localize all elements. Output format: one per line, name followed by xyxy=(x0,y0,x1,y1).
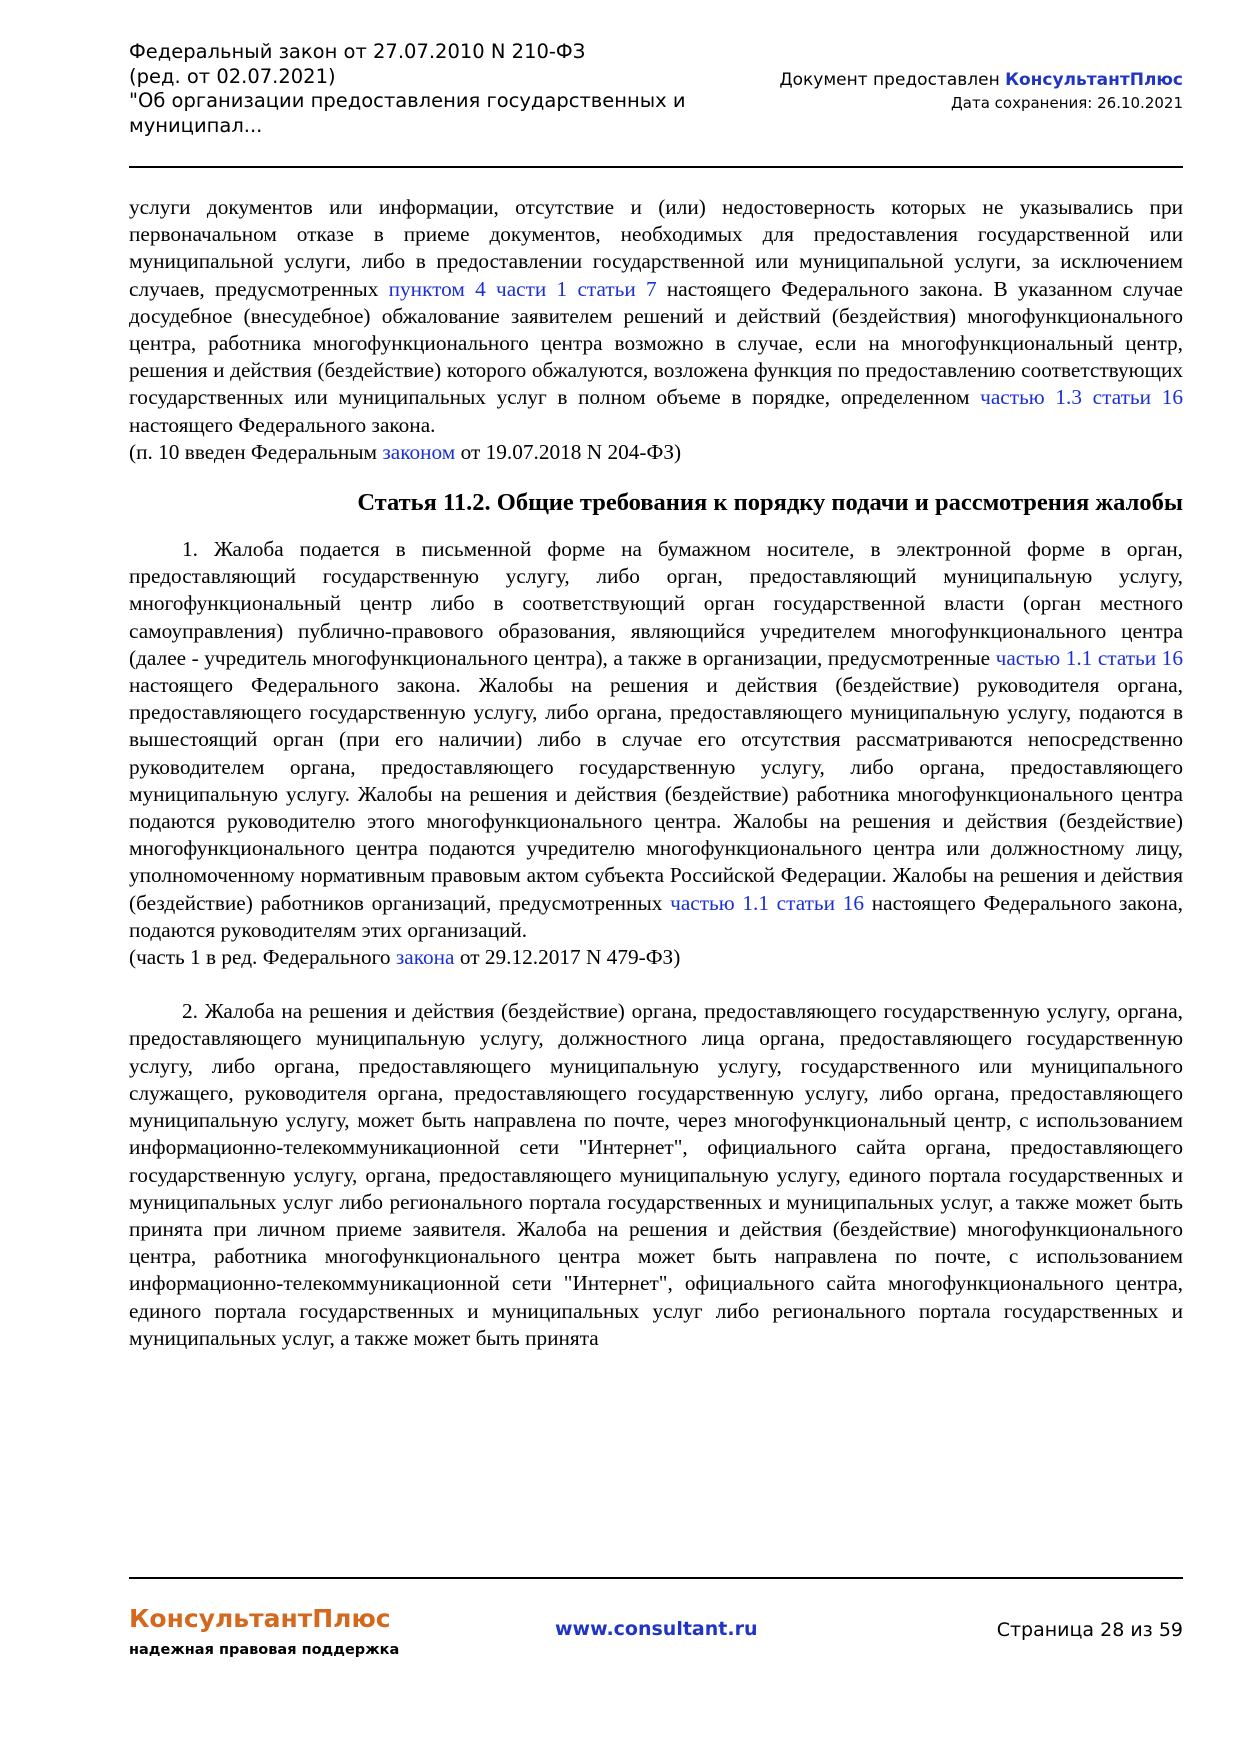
provider-brand-link[interactable]: КонсультантПлюс xyxy=(1005,70,1183,90)
document-title-line: "Об организации предоставления государственных и xyxy=(129,89,686,112)
footer-divider xyxy=(129,1577,1183,1579)
clause-2-paragraph: 2. Жалоба на решения и действия (бездействие) органа, предоставляющего государственную услугу, органа, предоставляющего муниципальную услугу, должностного лица органа, предоставляющего государственную услугу, либо органа, предоставляющего муниципальную услугу, государственного или муниципального служащего, руководителя органа, предоставляющего государственную услугу, либо органа, предоставляющего муниципальную услугу, может быть направлена по почте, через многофункциональный центр, с использованием информационно-телекоммуникационной сети "Интернет", официального сайта органа, предоставляющего государственную услугу, органа, предоставляющего муниципальную услугу, единого портала государственных и муниципальных услуг либо регионального портала государственных и муниципальных услуг, а также может быть принята при личном приеме заявителя. Жалоба на решения и действия (бездействие) многофункционального центра, работника многофункционального центра может быть направлена по почте, с использованием информационно-телекоммуникационной сети "Интернет", официального сайта многофункционального центра, единого портала государственных и муниципальных услуг либо регионального портала государственных и муниципальных услуг, а также может быть принята xyxy=(129,999,1183,1350)
paragraph-text: настоящего Федерального закона. Жалобы на решения и действия (бездействие) руководителя органа, предоставляющего государственную услугу, либо органа, предоставляющего муниципальную услугу, подаются в вышестоящий орган (при его наличии) либо в случае его отсутствия рассматриваются непосредственно руководителем органа, предоставляющего государственную услугу, либо органа, предоставляющего муниципальную услугу. Жалобы на решения и действия (бездействие) работника многофункционального центра подаются руководителю этого многофункционального центра. Жалобы на решения и действия (бездействие) многофункционального центра подаются учредителю многофункционального центра или должностному лицу, уполномоченному нормативным правовым актом субъекта Российской Федерации. Жалобы на решения и действия (бездействие) работников организаций, предусмотренных xyxy=(129,673,1183,915)
law-reference-link[interactable]: пунктом 4 части 1 статьи 7 xyxy=(388,276,657,301)
paragraph-text: услуги документов или информации, отсутствие и (или) недостоверность которых не указывались при первоначальном отказе в приеме документов, необходимых для предоставления государственной или муниципальной услуги, либо в предоставлении государственной или муниципальной услуги, за исключением случаев, предусмотренных xyxy=(129,195,1183,301)
paragraph-text: 1. Жалоба подается в письменной форме на бумажном носителе, в электронной форме в орган, предоставляющий государственную услугу, либо орган, предоставляющий муниципальную услугу, многофункциональный центр либо в соответствующий орган государственной власти (орган местного самоуправления) публично-правового образования, являющийся учредителем многофункционального центра (далее - учредитель многофункционального центра), а также в организации, предусмотренные xyxy=(129,537,1183,670)
page-number: Страница 28 из 59 xyxy=(996,1619,1183,1641)
page-footer xyxy=(129,1600,1183,1680)
note-text: (часть 1 в ред. Федерального xyxy=(129,945,396,970)
paragraph-spacer xyxy=(129,971,1183,998)
logo-tagline: надежная правовая поддержка xyxy=(129,1642,400,1658)
note-text: (п. 10 введен Федеральным xyxy=(129,439,383,464)
amendment-note xyxy=(129,944,1183,971)
paragraph-text: настоящего Федерального закона. В указанном случае досудебное (внесудебное) обжалование заявителем решений и действий (бездействия) многофункционального центра, работника многофункционального центра возможно в случае, если на многофункциональный центр, решения и действия (бездействие) которого обжалуются, возложена функция по предоставлению соответствующих государственных или муниципальных услуг в полном объеме в порядке, определенном xyxy=(129,276,1183,410)
page-header xyxy=(129,40,1183,164)
law-reference-link[interactable]: законом xyxy=(382,439,456,464)
paragraph-text: настоящего Федерального закона, подаются руководителям этих организаций. xyxy=(129,890,1183,942)
website-link[interactable]: www.consultant.ru xyxy=(555,1618,758,1640)
amendment-note xyxy=(129,439,1183,466)
document-body xyxy=(129,194,1183,1352)
provided-by xyxy=(779,68,1183,92)
law-reference-link[interactable]: частью 1.1 статьи 16 xyxy=(670,890,865,915)
note-text: от 29.12.2017 N 479-ФЗ) xyxy=(454,945,681,970)
note-text: от 19.07.2018 N 204-ФЗ) xyxy=(455,439,682,464)
document-title xyxy=(129,40,729,138)
document-title-line: Федеральный закон от 27.07.2010 N 210-ФЗ xyxy=(129,40,586,63)
provided-by-label: Документ предоставлен xyxy=(779,70,1006,90)
continuation-paragraph xyxy=(129,194,1183,439)
clause-1-paragraph xyxy=(129,536,1183,944)
header-divider xyxy=(129,166,1183,168)
document-title-line: (ред. от 02.07.2021) xyxy=(129,64,336,88)
law-reference-link[interactable]: частью 1.3 статьи 16 xyxy=(980,385,1183,410)
paragraph-text: настоящего Федерального закона. xyxy=(129,412,436,437)
provider-info xyxy=(779,68,1183,114)
saved-date: Дата сохранения: 26.10.2021 xyxy=(951,94,1183,112)
article-heading: Статья 11.2. Общие требования к порядку подачи и рассмотрения жалобы xyxy=(357,489,1183,517)
law-reference-link[interactable]: частью 1.1 статьи 16 xyxy=(995,645,1183,670)
document-title-line: муниципал... xyxy=(129,113,263,137)
law-reference-link[interactable]: закона xyxy=(395,945,455,970)
consultant-logo: КонсультантПлюс xyxy=(129,1604,391,1633)
